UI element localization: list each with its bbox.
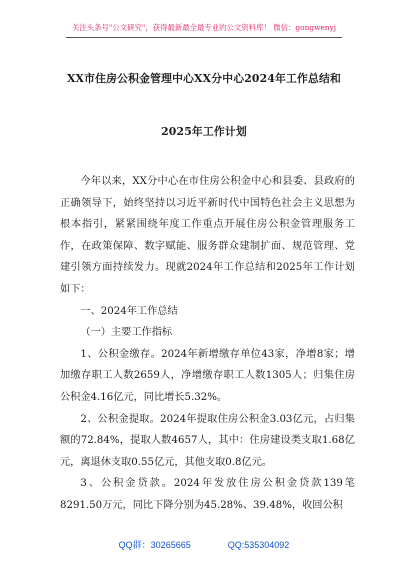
footer-qq-group: QQ群：30265665 xyxy=(118,540,191,550)
document-title-line2: 2025年工作计划 xyxy=(161,125,247,138)
footer-qq: QQ:535304092 xyxy=(227,540,290,550)
item-paragraph-withdrawal: 2、公积金提取。2024年提取住房公积金3.03亿元，占归集额的72.84%，提取人数4657人，其中：住房建设类支取1.68亿元，离退休支取0.55亿元，其他支取0.8亿元。 xyxy=(60,413,355,468)
item-paragraph-deposit: 1、公积金缴存。2024年新增缴存单位43家，净增8家；增加缴存职工人数2659人，净增缴存职工人数1305人；归集住房公积金4.16亿元，同比增长5.32%。 xyxy=(60,348,355,403)
document-body xyxy=(60,171,355,517)
document-title-line1: XX市住房公积金管理中心XX分中心2024年工作总结和 xyxy=(66,72,342,85)
header-divider xyxy=(66,37,342,38)
subsection-heading: （一）主要工作指标 xyxy=(80,327,173,339)
intro-paragraph: 今年以来，XX分中心在市住房公积金中心和县委、县政府的正确领导下，始终坚持以习近平新时代中国特色社会主义思想为根本指引，紧紧围绕年度工作重点开展住房公积金管理服务工作，在政策保障、数字赋能、服务群众建制扩面、规范管理、党建引领方面持续发力。现就2024年工作总结和2025年工作计划如下： xyxy=(60,176,355,295)
section-heading: 一、2024年工作总结 xyxy=(80,305,178,317)
header-banner: 关注头条号"公文研究"，获得最新最全最专业的公文资料库！ 微信：gongwenyj xyxy=(71,23,337,32)
footer-contact xyxy=(0,538,408,551)
item-paragraph-loan: 3、公积金贷款。2024年发放住房公积金贷款139笔8291.50万元，同比下降分别为45.28%、39.48%，收回公积 xyxy=(60,478,355,511)
